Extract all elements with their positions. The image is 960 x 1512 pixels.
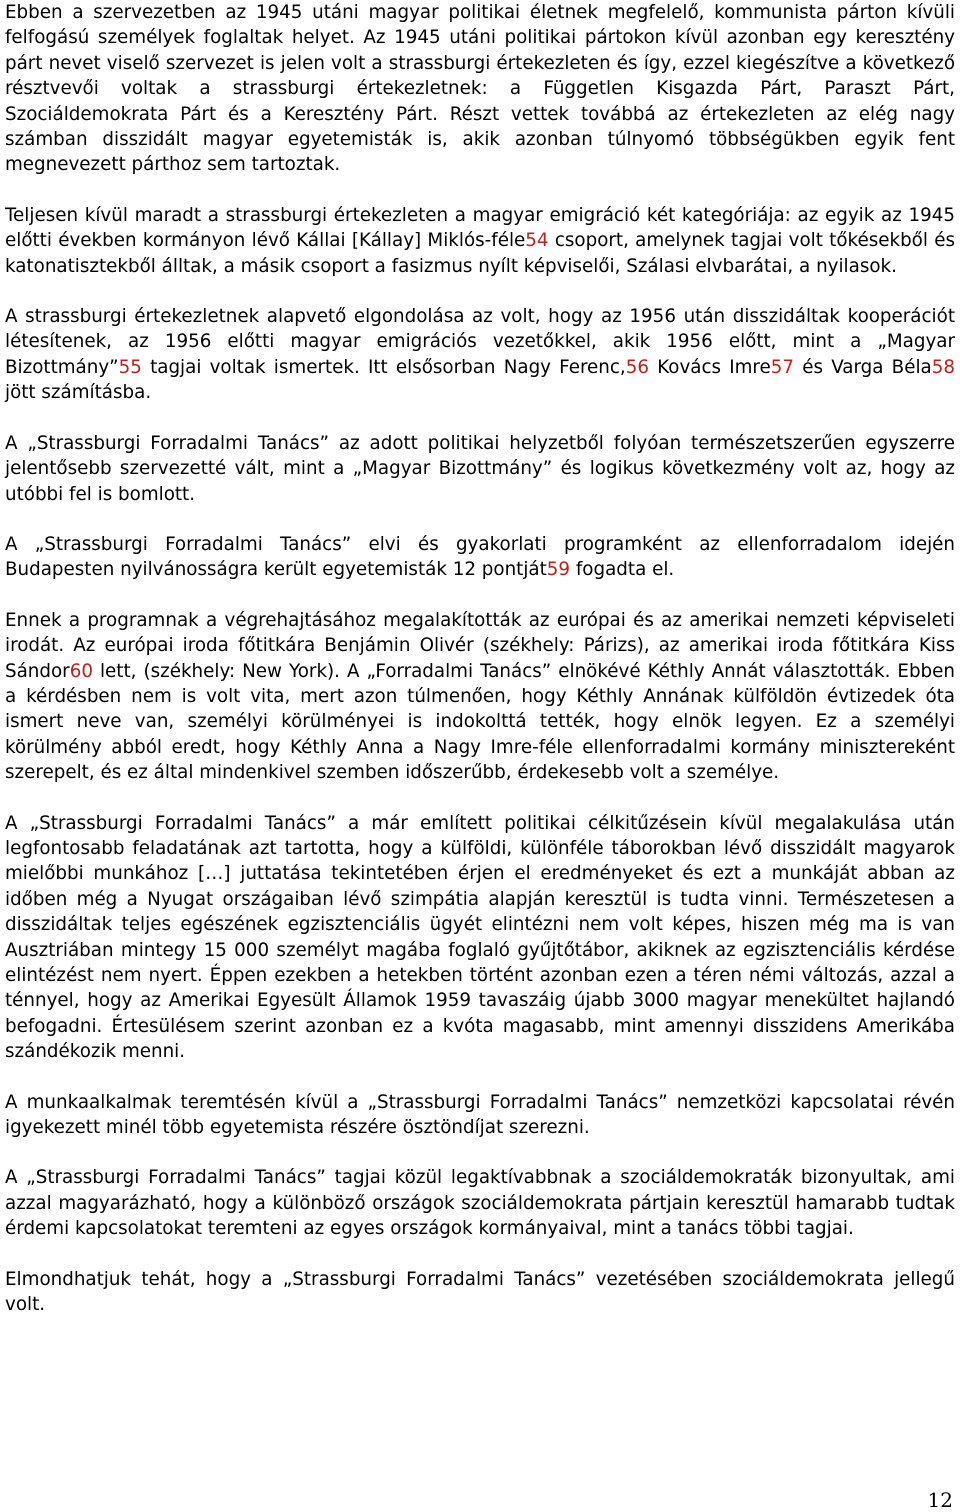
footnote-ref: 60 (69, 660, 93, 682)
paragraph-text: Kovács Imre (649, 356, 771, 378)
paragraph-text: és Varga Béla (794, 356, 932, 378)
footnote-ref: 55 (118, 356, 142, 378)
paragraph-text: fogadta el. (570, 559, 675, 581)
paragraph-text: Ennek a programnak a végrehajtásához megalakították az európai és az amerikai nemzeti képviseleti irodát. Az európai iroda főtitkára Benjámin Olivér (székhely: Párizs), az amerikai iroda főtitkára Kiss Sándor (5, 609, 955, 682)
paragraph-text: A „Strassburgi Forradalmi Tanács” a már említett politikai célkitűzésein kívül megalakulása után legfontosabb feladatának azt tartotta, hogy a külföldi, különféle táborokban lévő disszidált magyarok mielőbbi munkához […] juttatása tekintetében érjen el eredményeket és ezt a munkáját abban az időben még a Nyugat országaiban lévő szimpátia alapján keresztül is tudta vinni. Természetesen a disszidáltak teljes egészének egzisztenciális ügyét elintézni nem volt képes, hiszen még ma is van Ausztriában mintegy 15 000 személyt magába foglaló gyűjtőtábor, akiknek az egzisztenciális kérdése elintézést nem nyert. Éppen ezekben a hetekben történt azonban ezen a téren némi változás, azzal a ténnyel, hogy az Amerikai Egyesült Államok 1959 tavaszáig újabb 3000 magyar menekültet hajlandó befogadni. Értesülésem szerint azonban ez a kvóta magasabb, mint amennyi disszidens Amerikába szándékozik menni. (5, 812, 955, 1063)
paragraph-text: A „Strassburgi Forradalmi Tanács” tagjai közül legaktívabbnak a szociáldemokraták bizonyultak, ami azzal magyarázható, hogy a különböző országok szociáldemokrata pártjain keresztül hamarabb tudtak érdemi kapcsolatokat teremteni az egyes országok kormányaival, mint a tanács többi tagjai. (5, 1167, 955, 1240)
document-page (5, 0, 955, 1317)
paragraph-text: tagjai voltak ismertek. Itt elsősorban Nagy Ferenc, (141, 356, 626, 378)
paragraph-10 (5, 1267, 955, 1318)
footnote-ref: 58 (931, 356, 955, 378)
footnote-ref: 57 (770, 356, 795, 378)
paragraph-text: Ebben a szervezetben az 1945 utáni magyar politikai életnek megfelelő, kommunista párton kívüli felfogású személyek foglaltak helyet. Az 1945 utáni politikai pártokon kívül azonban egy keresztény párt nevet viselő szervezet is jelen volt a strassburgi értekezleten és így, ezzel kiegészítve a következő résztvevői voltak a strassburgi értekezletnek: a Független Kisgazda Párt, Paraszt Párt, Szociáldemokrata Párt és a Keresztény Párt. Részt vettek továbbá az értekezleten az elég nagy számban disszidált magyar egyetemisták is, akik azonban túlnyomó többségükben egyik fent megnevezett párthoz sem tartoztak. (5, 2, 955, 176)
paragraph-4 (5, 431, 955, 507)
paragraph-1 (5, 0, 955, 178)
footnote-ref: 56 (625, 356, 650, 378)
paragraph-7 (5, 811, 955, 1065)
paragraph-8 (5, 1090, 955, 1141)
paragraph-9 (5, 1165, 955, 1241)
footnote-ref: 54 (525, 230, 549, 252)
paragraph-3 (5, 304, 955, 406)
paragraph-text: lett, (székhely: New York). A „Forradalmi Tanács” elnökévé Kéthly Annát választották. Ebben a kérdésben nem is volt vita, mert azon túlmenően, hogy Kéthly Annának külföldön évtizedek óta ismert neve van, személyi körülményei is indokolttá tették, hogy elnök legyen. Ez a személyi körülmény abból eredt, hogy Kéthly Anna a Nagy Imre-féle ellenforradalmi kormány minisztereként szerepelt, és ez által mindenkivel szemben időszerűbb, érdekesebb volt a személye. (5, 660, 955, 784)
paragraph-text: csoport, amelynek tagjai volt tőkésekből és katonatisztekből álltak, a másik csoport a fasizmus nyílt képviselői, Szálasi elvbarátai, a nyilasok. (5, 230, 956, 277)
paragraph-text: Teljesen kívül maradt a strassburgi értekezleten a magyar emigráció két kategóriája: az egyik az 1945 előtti években kormányon lévő Kállai [Kállay] Miklós-féle (5, 204, 955, 252)
paragraph-text: A „Strassburgi Forradalmi Tanács” elvi és gyakorlati programként az ellenforradalom idején Budapesten nyilvánosságra került egyetemisták 12 pontját (5, 533, 955, 581)
paragraph-text: Elmondhatjuk tehát, hogy a „Strassburgi Forradalmi Tanács” vezetésében szociáldemokrata jellegű volt. (5, 1268, 955, 1316)
paragraph-2 (5, 203, 955, 279)
paragraph-text: A munkaalkalmak teremtésén kívül a „Strassburgi Forradalmi Tanács” nemzetközi kapcsolatai révén igyekezett minél több egyetemista részére ösztöndíjat szerezni. (5, 1091, 955, 1139)
paragraph-text: A strassburgi értekezletnek alapvető elgondolása az volt, hogy az 1956 után disszidáltak kooperációt létesítenek, az 1956 előtti magyar emigrációs vezetőkkel, akik 1956 előtt, mint a „Magyar Bizottmány” (5, 306, 955, 378)
paragraph-text: jött számításba. (5, 382, 152, 404)
footnote-ref: 59 (546, 559, 571, 581)
paragraph-text: A „Strassburgi Forradalmi Tanács” az adott politikai helyzetből folyóan természetszerűen egyszerre jelentősebb szervezetté vált, mint a „Magyar Bizottmány” és logikus következmény volt az, hogy az utóbbi fel is bomlott. (5, 432, 955, 505)
page-number: 12 (927, 1488, 953, 1512)
paragraph-5 (5, 532, 955, 583)
paragraph-6 (5, 608, 955, 786)
